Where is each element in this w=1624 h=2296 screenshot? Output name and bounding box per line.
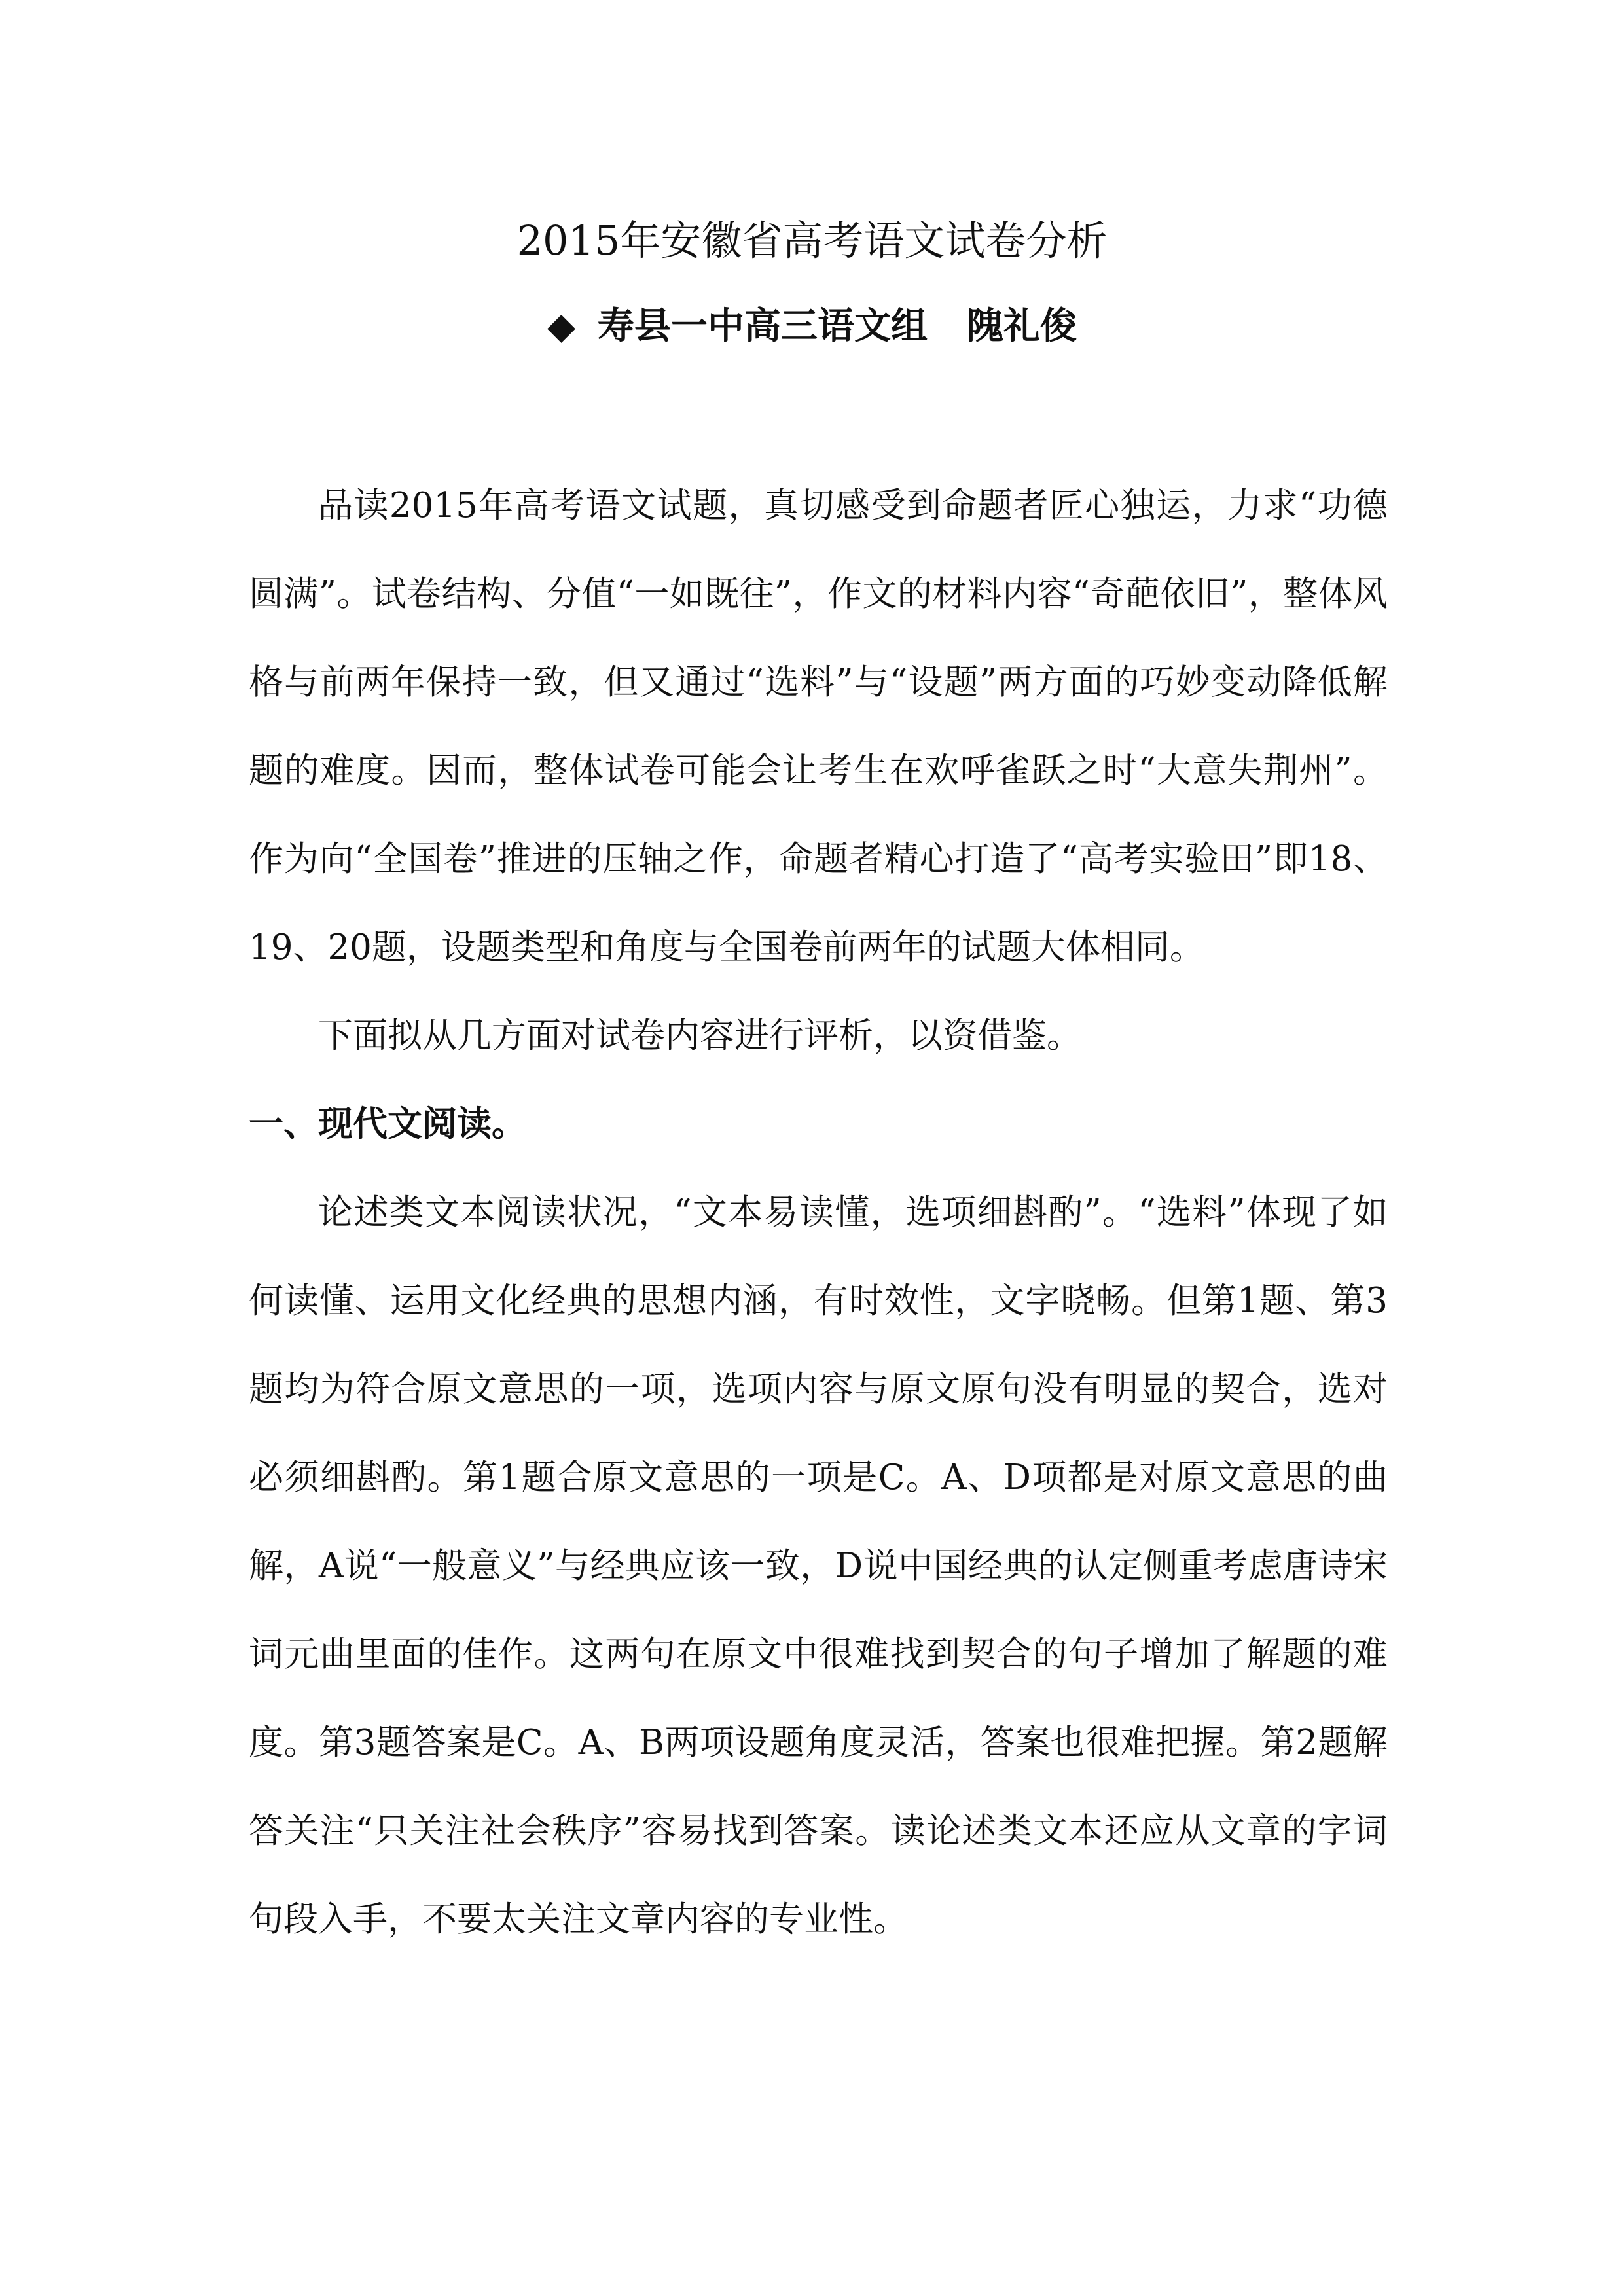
document-body xyxy=(249,461,1388,1964)
document-title: 2015年安徽省高考语文试卷分析 xyxy=(516,217,1108,264)
byline-school: 寿县一中高三语文组 xyxy=(598,304,928,348)
section-heading-modern-reading: 一、现代文阅读。 xyxy=(249,1103,526,1144)
purpose-paragraph: 下面拟从几方面对试卷内容进行评析，以资借鉴。 xyxy=(318,1016,1081,1056)
byline-author: 隗礼俊 xyxy=(967,304,1077,348)
byline xyxy=(0,293,1624,359)
intro-paragraph: 品读2015年高考语文试题，真切感受到命题者匠心独运，力求“功德圆满”。试卷结构、分值“一如既往”，作文的材料内容“奇葩依旧”，整体风格与前两年保持一致，但又通过“选料”与“设题”两方面的巧妙变动降低解题的难度。因而，整体试卷可能会让考生在欢呼雀跃之时“大意失荆州”。作为向“全国卷”推进的压轴之作，命题者精心打造了“高考实验田”即18、19、20题，设题类型和角度与全国卷前两年的试题大体相同。 xyxy=(249,486,1388,967)
section-paragraph-modern-reading: 论述类文本阅读状况，“文本易读懂，选项细斟酌”。“选料”体现了如何读懂、运用文化经典的思想内涵，有时效性，文字晓畅。但第1题、第3题均为符合原文意思的一项，选项内容与原文原句没有明显的契合，选对必须细斟酌。第1题合原文意思的一项是C。A、D项都是对原文意思的曲解，A说“一般意义”与经典应该一致，D说中国经典的认定侧重考虑唐诗宋词元曲里面的佳作。这两句在原文中很难找到契合的句子增加了解题的难度。第3题答案是C。A、B两项设题角度灵活，答案也很难把握。第2题解答关注“只关注社会秩序”容易找到答案。读论述类文本还应从文章的字词句段入手，不要太关注文章内容的专业性。 xyxy=(249,1193,1388,1939)
diamond-bullet-icon: ◆ xyxy=(547,304,576,348)
